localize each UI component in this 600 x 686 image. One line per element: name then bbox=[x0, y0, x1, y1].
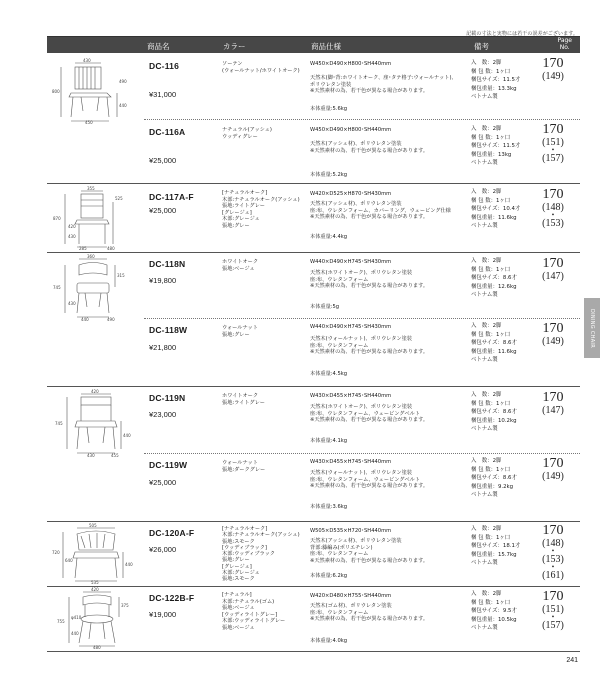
product-size: W430×D455×H745･SH440mm bbox=[310, 459, 392, 465]
page-ref-2: (157) bbox=[542, 153, 564, 164]
product-color: [ナチュラル] 木部:ナチュラル(ゴム) 張地:ベージュ [ウッディライトグレー] 木部:ウッディライトグレー 張地:ベージュ bbox=[222, 592, 286, 631]
dim-height: 755 bbox=[57, 619, 65, 624]
product-spec: 天然木(ウォールナット)、ポリウレタン塗装 座:布、ウレタンフォーム ※天然素材の為、若干色が異なる場合があります。 bbox=[310, 336, 429, 356]
product-code: DC-119W bbox=[149, 460, 188, 470]
row-divider bbox=[144, 453, 580, 454]
product-weight: 本体重量:6.2kg bbox=[310, 573, 348, 579]
product-group-dc116 bbox=[47, 53, 580, 184]
product-code: DC-116 bbox=[149, 61, 180, 71]
page-ref-2: (153) bbox=[542, 554, 564, 565]
product-weight: 本体重量:4.1kg bbox=[310, 438, 348, 444]
product-notes: 入 数：2脚 梱 包 数：1ヶ口 梱包サイズ：18.1才 梱包重量：15.7kg ベトナム製 bbox=[471, 526, 521, 567]
page-ref[interactable] bbox=[536, 57, 570, 82]
page-ref[interactable]: 170 (151) • (157) bbox=[536, 590, 570, 631]
product-color: ナチュラル(アッシュ) ウッディグレー bbox=[222, 127, 272, 140]
dim-bottom-depth: 480 bbox=[107, 246, 115, 251]
page-main: 170 bbox=[542, 187, 564, 202]
product-notes: 入 数：2脚 梱 包 数：1ヶ口 梱包サイズ：8.6才 梱包重量：10.2kg ベトナム製 bbox=[471, 392, 517, 433]
chair-diagram-dc122 bbox=[51, 589, 141, 649]
dim-seat-height: 440 bbox=[71, 631, 79, 636]
product-notes: 入 数：2脚 梱 包 数：1ヶ口 梱包サイズ：8.6才 梱包重量：12.6kg ベトナム製 bbox=[471, 258, 517, 299]
page-main: 170 bbox=[542, 589, 564, 604]
page-ref-1: (148) bbox=[542, 202, 564, 213]
page-ref-1: (149) bbox=[542, 336, 564, 347]
page-ref-1: (151) bbox=[542, 604, 564, 615]
product-spec: 天然木(ホワイトオーク)、ポリウレタン塗装 座:布、ウレタンフォーム、ウェービングベルト ※天然素材の為、若干色が異なる場合があります。 bbox=[310, 404, 429, 424]
dim-depth: 490 bbox=[107, 317, 115, 322]
page-ref[interactable]: 170 (148) • (153) bbox=[536, 188, 570, 229]
dim-arm-height: 640 bbox=[65, 558, 73, 563]
product-price: ¥25,000 bbox=[149, 156, 177, 165]
product-notes: 入 数：2脚 梱 包 数：1ヶ口 梱包サイズ：8.6才 梱包重量：9.2kg ベトナム製 bbox=[471, 458, 517, 499]
top-note: 記載の寸法と実物には若干の誤差がございます。 bbox=[466, 31, 578, 37]
page-ref-3: (161) bbox=[542, 570, 564, 581]
product-weight: 本体重量:4.4kg bbox=[310, 234, 348, 240]
page-ref-1: (147) bbox=[542, 271, 564, 282]
page-main: 170 bbox=[542, 523, 564, 538]
row-divider bbox=[144, 119, 580, 120]
page-ref-2: (153) bbox=[542, 218, 564, 229]
product-size: W505×D535×H720･SH440mm bbox=[310, 528, 392, 534]
dim-width: 440 bbox=[81, 317, 89, 322]
dim-width: 430 bbox=[87, 453, 95, 458]
dim-depth: 455 bbox=[111, 453, 119, 458]
product-spec: 天然木(ホワイトオーク)、ポリウレタン塗装 座:布、ウレタンフォーム ※天然素材の為、若干色が異なる場合があります。 bbox=[310, 270, 429, 290]
product-size: W420×D480×H755･SH440mm bbox=[310, 593, 392, 599]
dim-top: 360 bbox=[87, 254, 95, 259]
product-spec: 天然木(ゴム材)、ポリウレタン塗装 座:布、ウレタンフォーム ※天然素材の為、若干色が異なる場合があります。 bbox=[310, 603, 429, 623]
page-ref[interactable] bbox=[536, 322, 570, 347]
product-price: ¥26,000 bbox=[149, 545, 177, 554]
product-weight: 本体重量:5g bbox=[310, 304, 340, 310]
product-code: DC-118W bbox=[149, 325, 188, 335]
table-header bbox=[47, 37, 580, 53]
product-price: ¥23,000 bbox=[149, 410, 177, 419]
dim-seat-height: 430 bbox=[68, 301, 76, 306]
product-code: DC-116A bbox=[149, 127, 186, 137]
page-ref[interactable]: 170 (151) • (157) bbox=[536, 123, 570, 164]
product-group-dc118 bbox=[47, 253, 580, 387]
page-ref-2: (157) bbox=[542, 620, 564, 631]
page-ref[interactable] bbox=[536, 391, 570, 416]
dim-height: 800 bbox=[52, 89, 60, 94]
product-size: W450×D490×H800･SH440mm bbox=[310, 61, 392, 67]
header-page-no: Page No. bbox=[557, 37, 572, 51]
header-spec: 商品仕様 bbox=[311, 42, 341, 51]
product-weight: 本体重量:4.0kg bbox=[310, 638, 348, 644]
chair-diagram-dc120 bbox=[51, 524, 141, 584]
dim-seat-dia: φ410 bbox=[71, 615, 82, 620]
product-code: DC-117A-F bbox=[149, 192, 194, 202]
product-group-dc117 bbox=[47, 184, 580, 253]
product-group-dc120 bbox=[47, 522, 580, 587]
product-spec: 天然木(アッシュ材)、ポリウレタン塗装 座:布、ウレタンフォーム、カバーリング、ウェービング仕様 ※天然素材の為、若干色が異なる場合があります。 bbox=[310, 201, 451, 221]
product-notes: 入 数：2脚 梱 包 数：1ヶ口 梱包サイズ：10.4才 梱包重量：11.6kg ベトナム製 bbox=[471, 189, 521, 230]
dim-top: 355 bbox=[87, 186, 95, 191]
page-main: 170 bbox=[542, 122, 564, 137]
header-name: 商品名 bbox=[147, 42, 170, 51]
dim-seat-height: 440 bbox=[123, 433, 131, 438]
dim-back: 375 bbox=[121, 603, 129, 608]
dim-depth: 490 bbox=[119, 79, 127, 84]
product-notes: 入 数：2脚 梱 包 数：1ヶ口 梱包サイズ：8.6才 梱包重量：11.6kg ベトナム製 bbox=[471, 323, 517, 364]
dim-width: 420 bbox=[91, 587, 99, 592]
product-size: W430×D455×H745･SH440mm bbox=[310, 393, 392, 399]
product-code: DC-118N bbox=[149, 259, 186, 269]
product-table bbox=[47, 36, 580, 652]
page-main: 170 bbox=[542, 56, 564, 71]
dim-bottom: 450 bbox=[85, 120, 93, 125]
product-group-dc119 bbox=[47, 387, 580, 522]
dim-seat-height: 430 bbox=[68, 234, 76, 239]
product-notes: 入 数：2脚 梱 包 数：1ヶ口 梱包サイズ：9.5才 梱包重量：10.5kg ベトナム製 bbox=[471, 591, 517, 632]
product-spec: 天然木(脚･背:ホワイトオーク、座･タテ格子:ウォールナット)、 ポリウレタン塗装 ※天然素材の為、若干色が異なる場合があります。 bbox=[310, 75, 457, 95]
product-code: DC-122B-F bbox=[149, 593, 195, 603]
product-size: W440×D490×H745･SH430mm bbox=[310, 324, 392, 330]
page-main: 170 bbox=[542, 321, 564, 336]
section-side-tab[interactable]: DINING CHAIR bbox=[584, 298, 600, 358]
dim-height: 870 bbox=[53, 216, 61, 221]
product-weight: 本体重量:5.2kg bbox=[310, 172, 348, 178]
product-spec: 天然木(アッシュ材)、ポリウレタン塗装 背部:籐編み(ポリエチレン) 座:布、ウレタンフォーム ※天然素材の為、若干色が異なる場合があります。 bbox=[310, 538, 429, 564]
product-code: DC-120A-F bbox=[149, 528, 195, 538]
dim-top: 420 bbox=[91, 389, 99, 394]
page-ref[interactable] bbox=[536, 257, 570, 282]
dim-depth: 535 bbox=[91, 580, 99, 585]
product-spec: 天然木(アッシュ材)、ポリウレタン塗装 ※天然素材の為、若干色が異なる場合があります。 bbox=[310, 141, 429, 154]
product-color: ホワイトオーク 張地:ベージュ bbox=[222, 259, 259, 272]
page-main: 170 bbox=[542, 390, 564, 405]
dim-height: 720 bbox=[52, 550, 60, 555]
page-main: 170 bbox=[542, 256, 564, 271]
product-price: ¥21,800 bbox=[149, 343, 177, 352]
page-number: 241 bbox=[566, 657, 578, 664]
product-color: ソーテン (ウォールナット/ホワイトオーク) bbox=[222, 61, 300, 74]
dim-width: 420 bbox=[68, 224, 76, 229]
product-price: ¥19,000 bbox=[149, 610, 177, 619]
header-notes: 備考 bbox=[474, 42, 489, 51]
row-divider bbox=[144, 318, 580, 319]
chair-diagram-dc117 bbox=[51, 188, 141, 250]
product-weight: 本体重量:3.6kg bbox=[310, 504, 348, 510]
product-price: ¥25,000 bbox=[149, 206, 177, 215]
page-ref-1: (148) bbox=[542, 538, 564, 549]
chair-diagram-dc119 bbox=[51, 391, 141, 457]
product-group-dc122 bbox=[47, 587, 580, 652]
dim-depth: 480 bbox=[93, 645, 101, 650]
product-size: W440×D490×H745･SH430mm bbox=[310, 259, 392, 265]
product-weight: 本体重量:5.6kg bbox=[310, 106, 348, 112]
product-color: [ナチュラルオーク] 木部:ナチュラルオーク(アッシュ) 張地:ライトグレー [グレージュ] 木部:グレージュ 張地:グレー bbox=[222, 190, 300, 229]
page-ref-1: (149) bbox=[542, 71, 564, 82]
product-color: ウォールナット 張地:グレー bbox=[222, 325, 258, 338]
product-price: ¥25,000 bbox=[149, 478, 177, 487]
product-size: W420×D525×H870･SH430mm bbox=[310, 191, 392, 197]
chair-diagram-dc116 bbox=[51, 59, 141, 124]
page-ref[interactable]: 170 (148) • (153) • (161) bbox=[536, 524, 570, 581]
page-ref-1: (147) bbox=[542, 405, 564, 416]
product-color: ホワイトオーク 張地:ライトグレー bbox=[222, 393, 265, 406]
page-ref[interactable] bbox=[536, 457, 570, 482]
product-weight: 本体重量:4.5kg bbox=[310, 371, 348, 377]
chair-diagram-dc118 bbox=[51, 254, 141, 322]
page-main: 170 bbox=[542, 456, 564, 471]
dim-height: 745 bbox=[55, 421, 63, 426]
product-price: ¥31,000 bbox=[149, 90, 177, 99]
page-ref-1: (151) bbox=[542, 137, 564, 148]
header-color: カラー bbox=[223, 42, 246, 51]
dim-width: 505 bbox=[89, 523, 97, 528]
dim-back: 315 bbox=[117, 273, 125, 278]
product-code: DC-119N bbox=[149, 393, 186, 403]
product-size: W450×D490×H800･SH440mm bbox=[310, 127, 392, 133]
dim-width: 430 bbox=[83, 58, 91, 63]
dim-height: 745 bbox=[53, 285, 61, 290]
dim-depth: 525 bbox=[115, 196, 123, 201]
page-ref-1: (149) bbox=[542, 471, 564, 482]
product-notes: 入 数：2脚 梱 包 数：1ヶ口 梱包サイズ：11.5才 梱包重量：13.3kg ベトナム製 bbox=[471, 60, 521, 101]
product-spec: 天然木(ウォールナット)、ポリウレタン塗装 座:布、ウレタンフォーム、ウェービングベルト ※天然素材の為、若干色が異なる場合があります。 bbox=[310, 470, 429, 490]
dim-seat-height: 440 bbox=[119, 103, 127, 108]
dim-bottom: 285 bbox=[79, 246, 87, 251]
dim-seat-height: 440 bbox=[125, 562, 133, 567]
product-color: [ナチュラルオーク] 木部:ナチュラルオーク(アッシュ) 張地:スモーク [ウッディブラック] 木部:ウッディブラック 張地:グレー [グレージュ] 木部:グレージュ 張地:スモーク bbox=[222, 526, 300, 583]
product-color: ウォールナット 張地:ダークグレー bbox=[222, 460, 266, 473]
product-notes: 入 数：2脚 梱 包 数：1ヶ口 梱包サイズ：11.5才 梱包重量：13kg ベトナム製 bbox=[471, 126, 521, 167]
product-price: ¥19,800 bbox=[149, 276, 177, 285]
